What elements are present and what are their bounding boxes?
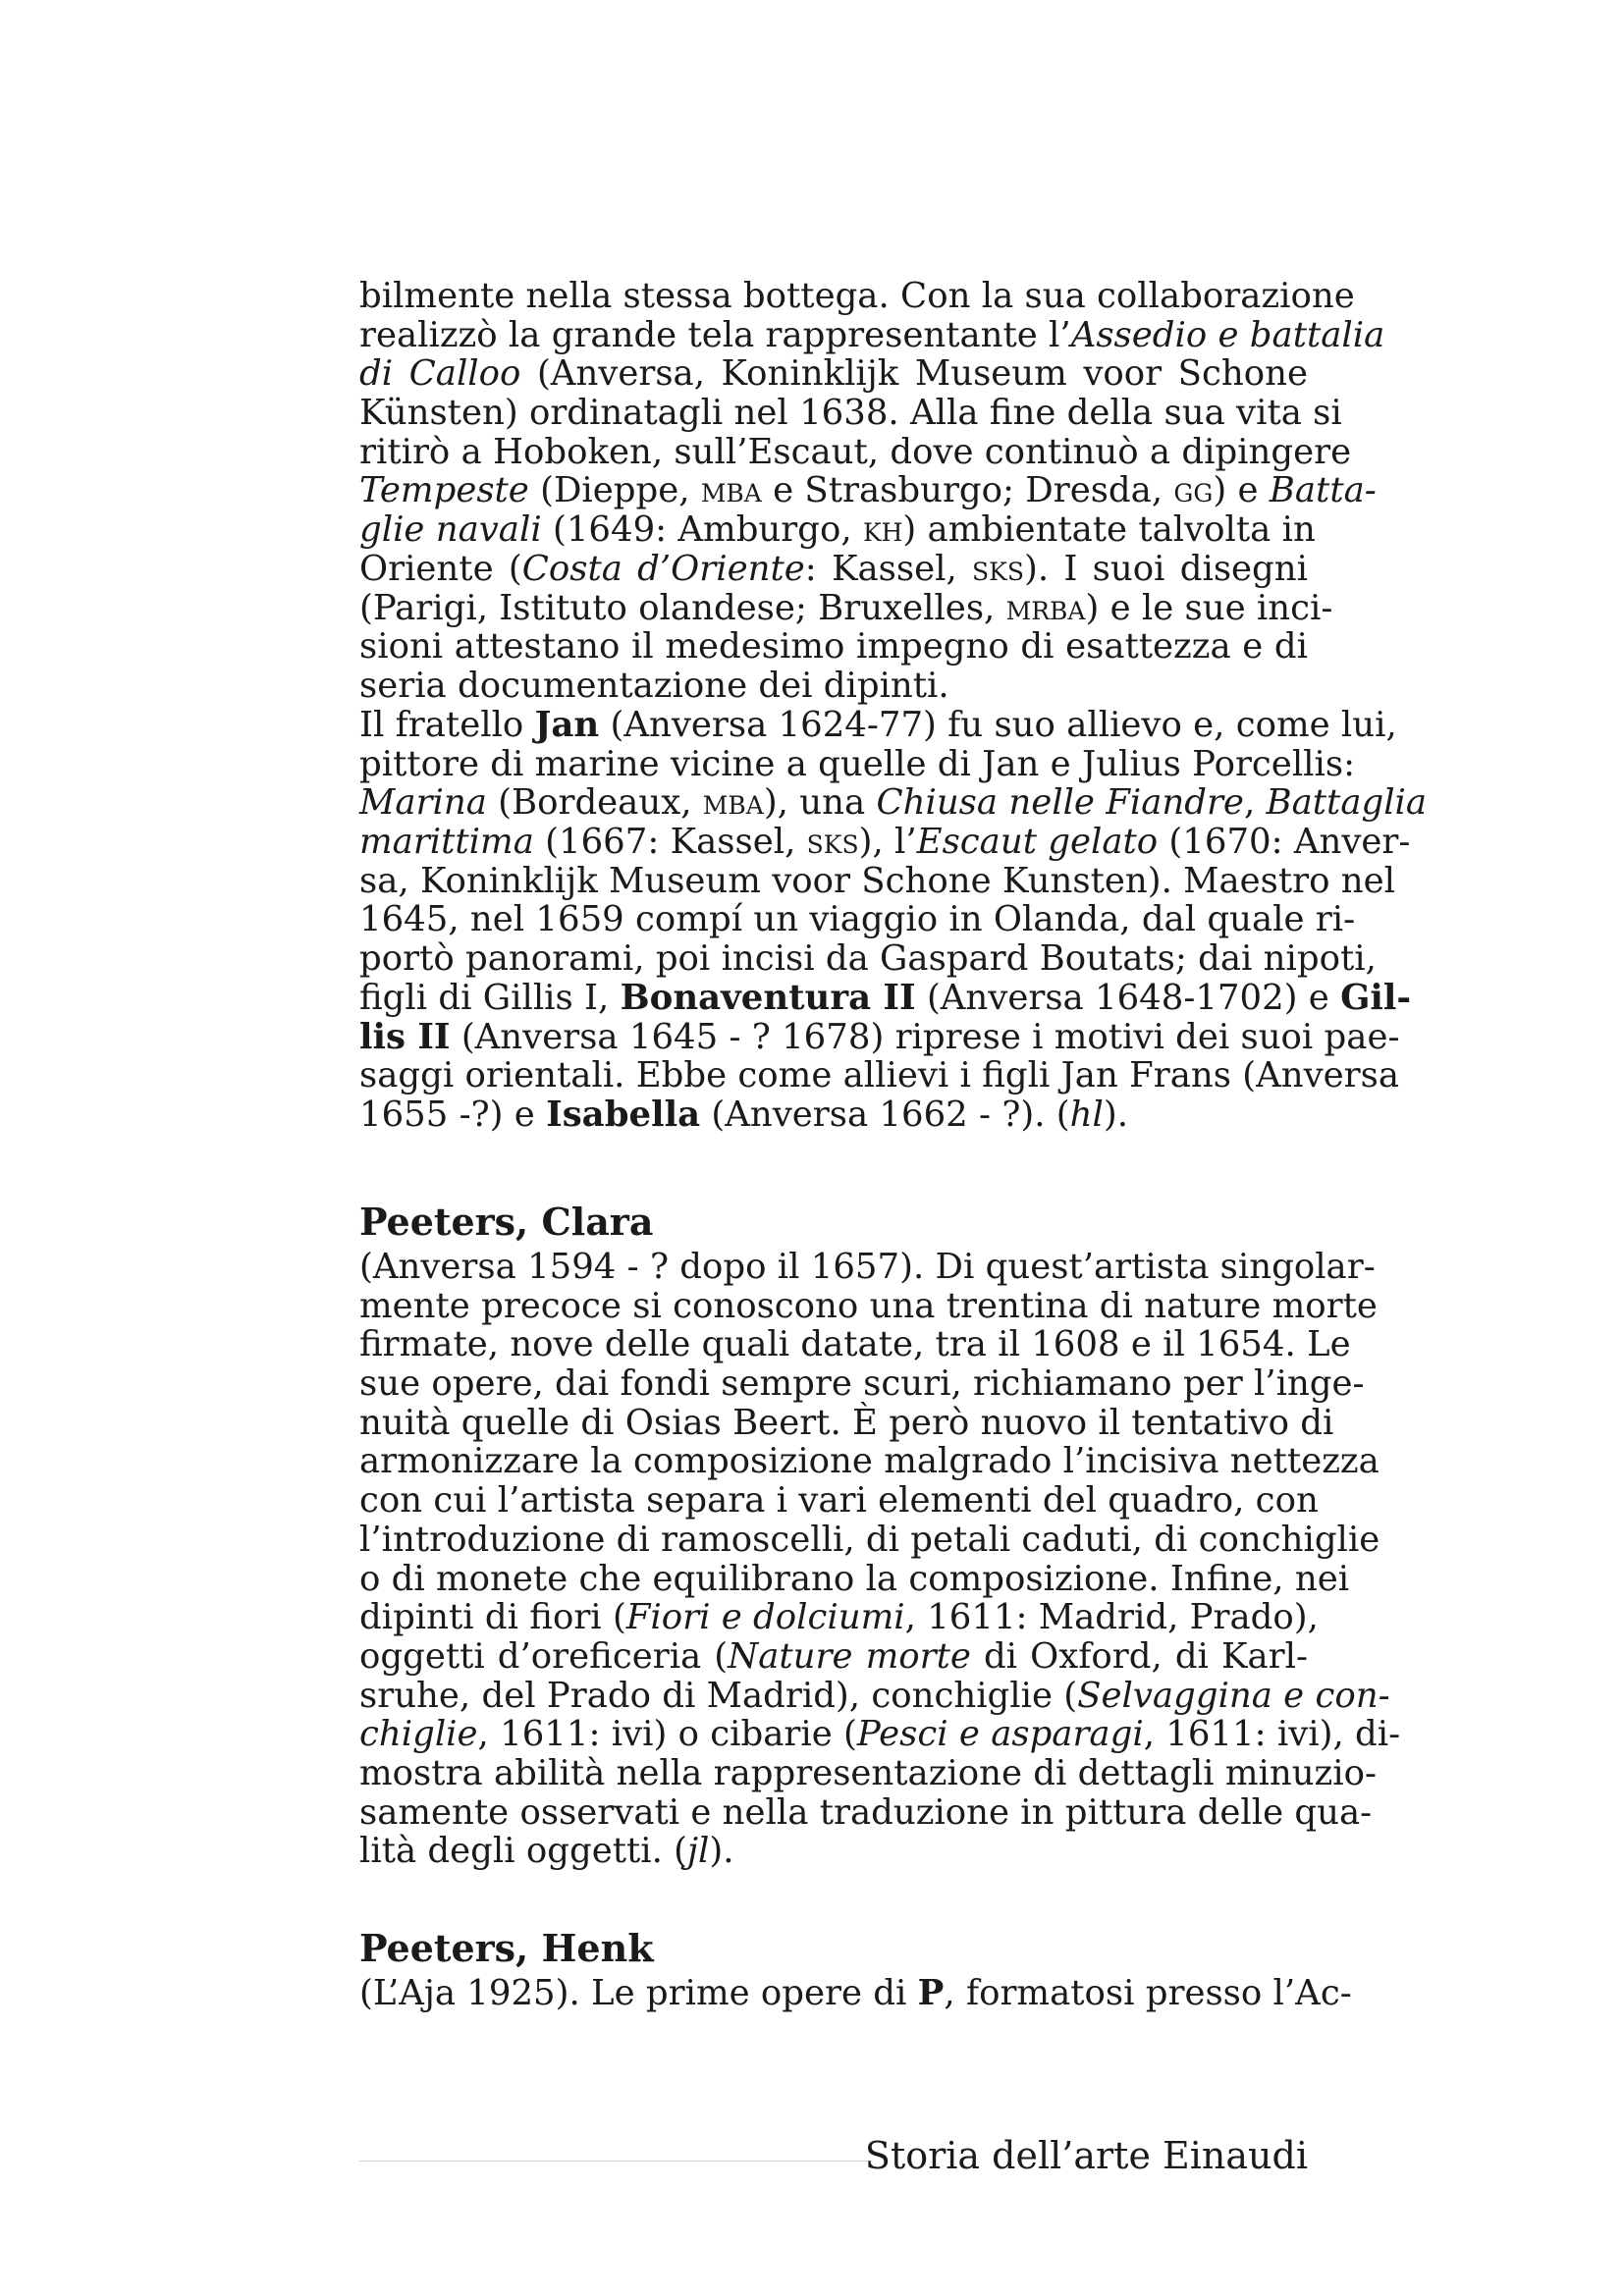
text-line: Marina (Bordeaux, mba), una Chiusa nelle Fiandre, Battaglia bbox=[359, 782, 1428, 824]
text-line: dipinti di fiori (Fiori e dolciumi, 1611: Madrid, Prado), bbox=[359, 1597, 1319, 1638]
text-line: mostra abilità nella rappresentazione di dettagli minuzio- bbox=[359, 1752, 1377, 1793]
text-line: ritirò a Hoboken, sull’Escaut, dove continuò a dipingere bbox=[359, 431, 1352, 472]
text-line: nuità quelle di Osias Beert. È però nuovo il tentativo di bbox=[359, 1402, 1334, 1443]
text-line: Künsten) ordinatagli nel 1638. Alla fine della sua vita si bbox=[359, 393, 1342, 434]
artwork-title: Escaut gelato bbox=[916, 822, 1159, 863]
text-line: marittima (1667: Kassel, sks), l’Escaut gelato (1670: Anver- bbox=[359, 822, 1411, 863]
artist-initial: P bbox=[917, 1973, 945, 2013]
artist-name: lis II bbox=[359, 1016, 451, 1057]
text-line: bilmente nella stessa bottega. Con la sua collaborazione bbox=[359, 276, 1355, 316]
text-line: lis II (Anversa 1645 - ? 1678) riprese i motivi dei suoi pae- bbox=[359, 1016, 1400, 1057]
text-line: realizzò la grande tela rappresentante l’Assedio e battalia bbox=[359, 314, 1385, 355]
text-line: l’introduzione di ramoscelli, di petali caduti, di conchiglie bbox=[359, 1519, 1380, 1560]
text-line: Il fratello Jan (Anversa 1624-77) fu suo allievo e, come lui, bbox=[359, 705, 1397, 745]
artist-name: Isabella bbox=[546, 1094, 701, 1135]
text-line: (L’Aja 1925). Le prime opere di P, formatosi presso l’Ac- bbox=[359, 1973, 1352, 2013]
text-line: 1645, nel 1659 compí un viaggio in Olanda, dal quale ri- bbox=[359, 899, 1356, 940]
text-line: di Calloo (Anversa, Koninklijk Museum voor Schone bbox=[359, 353, 1308, 395]
author-initials: jl bbox=[687, 1831, 710, 1872]
entry-heading: Peeters, Clara bbox=[359, 1200, 654, 1244]
text-line: mente precoce si conoscono una trentina di nature morte bbox=[359, 1285, 1378, 1326]
text-line: seria documentazione dei dipinti. bbox=[359, 665, 949, 706]
artwork-title: glie navali bbox=[359, 509, 542, 551]
text-line: firmate, nove delle quali datate, tra il 1608 e il 1654. Le bbox=[359, 1324, 1351, 1365]
museum-abbr: sks bbox=[806, 822, 859, 863]
entry-peeters-henk bbox=[359, 1927, 1308, 1970]
artist-name: Gil- bbox=[1340, 977, 1412, 1018]
entry-heading: Peeters, Henk bbox=[359, 1926, 654, 1970]
text-line: pittore di marine vicine a quelle di Jan e Julius Porcellis: bbox=[359, 743, 1356, 784]
entry-body bbox=[359, 1973, 1352, 2013]
museum-abbr: kh bbox=[862, 509, 903, 551]
text-line: lità degli oggetti. (jl). bbox=[359, 1831, 734, 1872]
entry-body bbox=[359, 1247, 1401, 1872]
text-line: oggetti d’oreficeria (Nature morte di Oxford, di Karl- bbox=[359, 1635, 1308, 1677]
text-line: armonizzare la composizione malgrado l’incisiva nettezza bbox=[359, 1441, 1380, 1482]
text-line: con cui l’artista separa i vari elementi del quadro, con bbox=[359, 1480, 1319, 1522]
text-line: Oriente (Costa d’Oriente: Kassel, sks). I suoi disegni bbox=[359, 548, 1308, 589]
artwork-title: Fiori e dolciumi bbox=[625, 1597, 905, 1638]
text-line: 1655 -?) e Isabella (Anversa 1662 - ?). (hl). bbox=[359, 1094, 1128, 1135]
artwork-title: Batta- bbox=[1269, 470, 1377, 511]
text-line: sioni attestano il medesimo impegno di esattezza e di bbox=[359, 626, 1308, 667]
text-line: chiglie, 1611: ivi) o cibarie (Pesci e asparagi, 1611: ivi), di- bbox=[359, 1714, 1401, 1755]
paragraph-continuation bbox=[359, 276, 1385, 706]
artwork-title: Selvaggina e con- bbox=[1077, 1675, 1390, 1716]
entry-peeters-clara bbox=[359, 1201, 1308, 1244]
artwork-title: Assedio e battalia bbox=[1070, 314, 1385, 355]
text-line: portò panorami, poi incisi da Gaspard Boutats; dai nipoti, bbox=[359, 938, 1377, 980]
text-line: Tempeste (Dieppe, mba e Strasburgo; Dresda, gg) e Batta- bbox=[359, 470, 1377, 511]
artwork-title: Costa d’Oriente bbox=[521, 548, 805, 589]
artwork-title: Tempeste bbox=[359, 470, 529, 511]
text-line: samente osservati e nella traduzione in pittura delle qua- bbox=[359, 1791, 1373, 1833]
text-line: (Anversa 1594 - ? dopo il 1657). Di quest’artista singolar- bbox=[359, 1247, 1376, 1287]
footer-title: Storia dell’arte Einaudi bbox=[864, 2134, 1308, 2177]
artwork-title: Battaglia bbox=[1266, 782, 1428, 824]
text-line: glie navali (1649: Amburgo, kh) ambientate talvolta in bbox=[359, 509, 1316, 551]
artwork-title: di Calloo bbox=[359, 353, 521, 395]
museum-abbr: mba bbox=[702, 782, 764, 824]
text-line: (Parigi, Istituto olandese; Bruxelles, mrba) e le sue inci- bbox=[359, 587, 1333, 628]
text-line: figli di Gillis I, Bonaventura II (Anversa 1648-1702) e Gil- bbox=[359, 977, 1412, 1018]
artwork-title: Pesci e asparagi bbox=[856, 1714, 1144, 1755]
artist-name: Jan bbox=[534, 705, 600, 745]
paragraph-jan bbox=[359, 705, 1428, 1135]
text-line: sruhe, del Prado di Madrid), conchiglie (Selvaggina e con- bbox=[359, 1675, 1390, 1716]
footer-rule bbox=[359, 2161, 872, 2162]
text-line: sue opere, dai fondi sempre scuri, richiamano per l’inge- bbox=[359, 1363, 1365, 1405]
artwork-title: chiglie bbox=[359, 1714, 478, 1755]
author-initials: hl bbox=[1069, 1094, 1104, 1135]
artwork-title: Marina bbox=[359, 782, 487, 824]
text-line: sa, Koninklijk Museum voor Schone Kunsten). Maestro nel bbox=[359, 860, 1395, 901]
museum-abbr: gg bbox=[1173, 470, 1214, 511]
artwork-title: Chiusa nelle Fiandre bbox=[876, 782, 1244, 824]
museum-abbr: mrba bbox=[1005, 587, 1086, 628]
museum-abbr: mba bbox=[700, 470, 762, 511]
museum-abbr: sks bbox=[972, 548, 1024, 589]
text-line: o di monete che equilibrano la composizione. Infine, nei bbox=[359, 1558, 1350, 1599]
text-line: saggi orientali. Ebbe come allievi i figli Jan Frans (Anversa bbox=[359, 1055, 1400, 1096]
artwork-title: marittima bbox=[359, 822, 534, 863]
artist-name: Bonaventura II bbox=[620, 977, 916, 1018]
artwork-title: Nature morte bbox=[728, 1635, 971, 1677]
